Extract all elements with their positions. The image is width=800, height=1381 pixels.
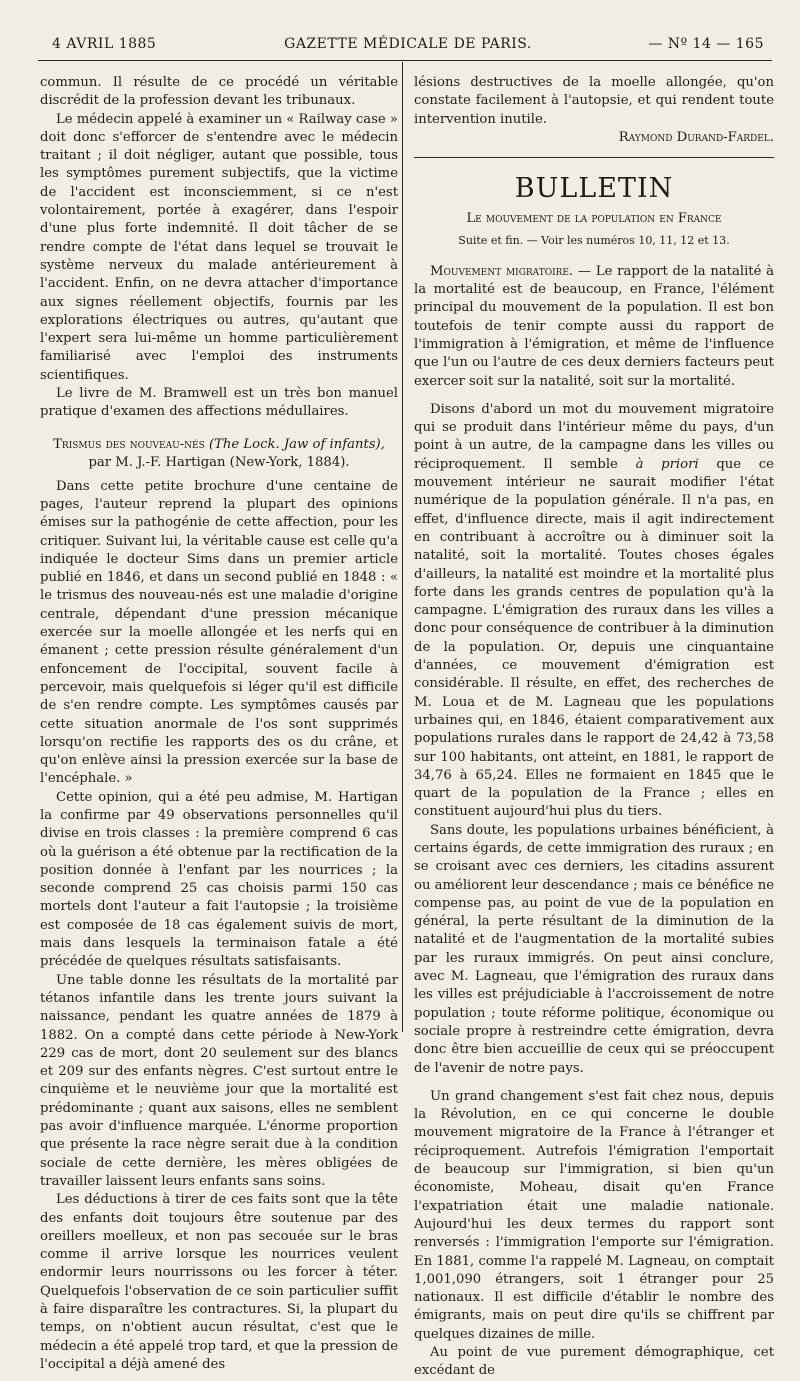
- paragraph: [414, 263, 774, 391]
- paragraph: Sans doute, les populations urbaines bénéficient, à certains égards, de cette immigration des ruraux ; en se croisant avec ces derniers, les citadins assurent ou améliorent leur descendance ; mais ce bénéfice ne compense pas, au point de vue de la population en général, la perte résultant de la diminution de la natalité et de l'augmentation de la mortalité subies par les ruraux immigrés. On peut ainsi conclure, avec M. Lagneau, que l'émigration des ruraux dans les villes est préjudiciable à l'accroissement de notre population ; toute réforme politique, économique ou sociale propre à restreindre cette émigration, devra donc être bien accueillie de ceux qui se préoccupent de l'avenir de notre pays.: [414, 822, 774, 1076]
- column-divider: [402, 62, 403, 1032]
- bulletin-heading: [414, 172, 774, 251]
- paragraph: Au point de vue purement démographique, cet excédant de: [414, 1345, 774, 1379]
- spacer: [414, 1078, 774, 1088]
- bulletin-subtitle: Le mouvement de la population en France: [466, 211, 722, 227]
- header-date: 4 AVRIL 1885: [52, 36, 157, 52]
- review-title-english: (The Lock. Jaw of infants),: [208, 436, 385, 452]
- review-title: Trismus des nouveau-nés: [53, 436, 205, 452]
- right-column: [414, 74, 774, 1381]
- author-signature: Raymond Durand-Fardel.: [618, 129, 774, 145]
- bulletin-note: Suite et fin. — Voir les numéros 10, 11, 12 et 13.: [458, 234, 730, 248]
- paragraph: lésions destructives de la moelle allongée, qu'on constate facilement à l'autopsie, et qui rendent toute intervention inutile.: [414, 75, 774, 127]
- paragraph-text: — Le rapport de la natalité à la mortalité est de beaucoup, en France, l'élément principal du mouvement de la population. Il est bon toutefois de tenir compte aussi du rapport de l'immigration à l'émigration, et même de l'influence que l'un ou l'autre de ces deux derniers facteurs peut exercer soit sur la natalité, soit sur la mortalité.: [414, 263, 774, 389]
- paragraph: Le médecin appelé à examiner un « Railway case » doit donc s'efforcer de s'entendre avec le médecin traitant ; il doit négliger, autant que possible, tous les symptômes purement subjectifs, que la victime de l'accident est inconsciemment, si ce n'est volontairement, portée à exagérer, dans l'espoir d'une plus forte indemnité. Il doit tâcher de se rendre compte de l'état dans lequel se trouvait le système nerveux du malade antérieurement à l'accident. Enfin, on ne devra attacher d'importance aux signes réellement objectifs, fournis par les explorations électriques ou autres, qu'autant que l'expert sera lui-même un homme particulièrement familiarisé avec l'emploi des instruments scientifiques.: [40, 111, 398, 383]
- paragraph: Cette opinion, qui a été peu admise, M. Hartigan la confirme par 49 observations personnelles qu'il divise en trois classes : la première comprend 6 cas où la guérison a été obtenue par la rectification de la position donnée à l'enfant par les nourrices ; la seconde comprend 25 cas choisis parmi 150 cas mortels dont l'auteur a fait l'autopsie ; la troisième est composée de 18 cas également suivis de mort, mais dans lesquels la terminaison fatale a été précédée de quelques résultats satisfaisants.: [40, 789, 398, 970]
- section-rule: [414, 157, 774, 158]
- review-author: par M. J.-F. Hartigan (New-York, 1884).: [88, 454, 350, 470]
- spacer: [414, 391, 774, 401]
- running-header: [52, 36, 764, 58]
- emphasis-a-priori: à priori: [635, 456, 699, 472]
- left-column: [40, 74, 398, 1374]
- paragraph: Une table donne les résultats de la mortalité par tétanos infantile dans les trente jours suivant la naissance, pendant les quatre années de 1879 à 1882. On a compté dans cette période à New-York 229 cas de mort, dont 20 seulement sur des blancs et 209 sur des enfants nègres. C'est surtout entre le cinquième et le neuvième jour que la mortalité est prédominante ; quant aux saisons, elles ne semblent pas avoir d'influence marquée. L'énorme proportion que présente la race nègre serait due à la condition sociale de cette dernière, les mères obligées de travailler laissent leurs enfants sans soins.: [40, 972, 398, 1189]
- paragraph: commun. Il résulte de ce procédé un véritable discrédit de la profession devant les tribunaux.: [40, 75, 398, 109]
- paragraph-lead: Mouvement migratoire.: [430, 263, 574, 279]
- paragraph: [414, 401, 774, 822]
- header-page-number: — Nº 14 — 165: [648, 36, 764, 52]
- header-rule: [38, 60, 772, 61]
- paragraph-text: que ce mouvement intérieur ne saurait modifier l'état numérique de la population générale. Il n'a pas, en effet, d'influence directe, mais il agit indirectement en contribuant à accroître ou à diminuer soit la natalité, soit la mortalité. Toutes choses égales d'ailleurs, la natalité est moindre et la mortalité plus forte dans les grands centres de population qu'à la campagne. L'émigration des ruraux dans les villes a donc pour conséquence de contribuer à la diminution de la population. Or, depuis une cinquantaine d'années, ce mouvement d'émigration est considérable. Il résulte, en effet, des recherches de M. Loua et de M. Lagneau que les populations urbaines qui, en 1846, étaient comparativement aux populations rurales dans le rapport de 24,42 à 73,58 sur 100 habitants, ont atteint, en 1881, le rapport de 34,76 à 65,24. Elles ne formaient en 1845 que le quart de la population de la France ; elles en constituent aujourd'hui plus du tiers.: [414, 456, 774, 820]
- paragraph: Un grand changement s'est fait chez nous, depuis la Révolution, en ce qui concerne le double mouvement migratoire de la France à l'étranger et réciproquement. Autrefois l'émigration l'emportait de beaucoup sur l'immigration, si bien qu'un économiste, Moheau, disait qu'en France l'expatriation était une maladie nationale. Aujourd'hui les deux termes du rapport sont renversés : l'immigration l'emporte sur l'émigration. En 1881, comme l'a rappelé M. Lagneau, on comptait 1,001,090 étrangers, soit 1 étranger pour 25 nationaux. Il est difficile d'établir le nombre des émigrants, mais on peut dire qu'ils se chiffrent par quelques dizaines de mille.: [414, 1088, 774, 1342]
- paragraph-text: Disons d'abord un mot du mouvement migratoire qui se produit dans l'intérieur même du pays, d'un point à un autre, de la campagne dans les villes ou réciproquement. Il semble: [414, 401, 774, 472]
- bulletin-title: BULLETIN: [514, 173, 674, 205]
- review-heading: [40, 436, 398, 472]
- paragraph: Le livre de M. Bramwell est un très bon manuel pratique d'examen des affections médullaires.: [40, 386, 398, 420]
- paragraph: Dans cette petite brochure d'une centaine de pages, l'auteur reprend la plupart des opinions émises sur la pathogénie de cette affection, pour les critiquer. Suivant lui, la véritable cause est celle qu'a indiquée le docteur Sims dans un premier article publié en 1846, et dans un second publié en 1848 : « le trismus des nouveau-nés est une maladie d'origine centrale, dépendant d'une pression mécanique exercée sur la moelle allongée et les nerfs qui en émanent ; cette pression résulte généralement d'un enfoncement de l'occipital, souvent facile à percevoir, mais quelquefois si léger qu'il est difficile de s'en rendre compte. Les symptômes causés par cette situation anormale de l'os sont supprimés lorsqu'on rectifie les rapports des os du crâne, et qu'on enlève ainsi la pression exercée sur la base de l'encéphale. »: [40, 478, 398, 787]
- paragraph: Les déductions à tirer de ces faits sont que la tête des enfants doit toujours être soutenue par des oreillers moelleux, et non pas secouée sur le bras comme il arrive lorsque les nourrices veulent endormir leurs nourrissons ou les forcer à téter. Quelquefois l'observation de ce soin particulier suffit à faire disparaître les contractures. Si, la plupart du temps, on n'obtient aucun résultat, c'est que le médecin a été appelé trop tard, et que la pression de l'occipital a déjà amené des: [40, 1192, 398, 1372]
- header-journal-title: GAZETTE MÉDICALE DE PARIS.: [284, 36, 532, 52]
